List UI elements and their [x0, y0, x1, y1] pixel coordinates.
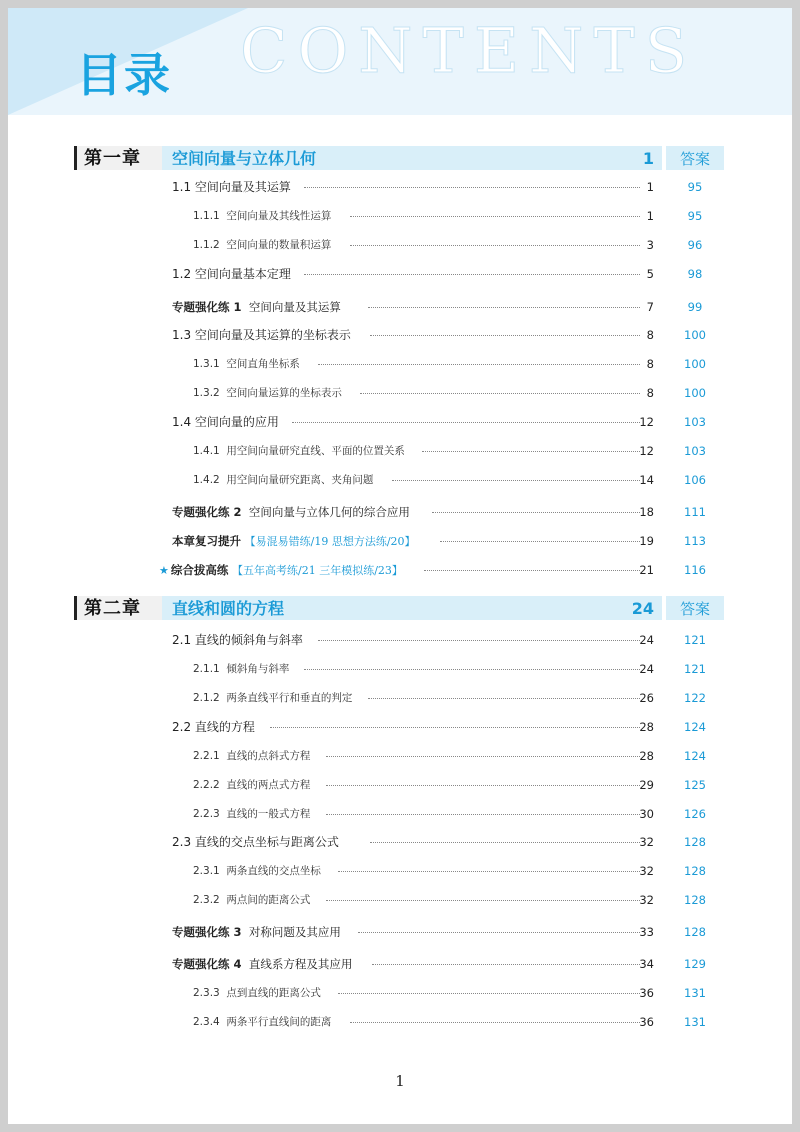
chapter-page: 1: [642, 149, 654, 168]
entry-answer-page: 98: [687, 267, 703, 281]
toc-entry[interactable]: [8, 412, 792, 432]
toc-entry[interactable]: [8, 890, 792, 910]
entry-answer-page: 131: [684, 986, 706, 1000]
entry-answer-page: 99: [687, 300, 703, 314]
entry-page: 18: [639, 505, 654, 519]
toc-entry[interactable]: [8, 470, 792, 490]
toc-entry[interactable]: [8, 502, 792, 522]
entry-text: 2.3.4 两条平行直线间的距离: [193, 1016, 332, 1028]
toc-entry[interactable]: [8, 354, 792, 374]
entry-page: 12: [639, 415, 654, 429]
entry-text: 2.2.2 直线的两点式方程: [193, 779, 311, 791]
toc-entry[interactable]: [8, 832, 792, 852]
dot-leader: [338, 993, 640, 994]
entry-page: 36: [639, 986, 654, 1000]
dot-leader: [358, 932, 640, 933]
dot-leader: [350, 1022, 640, 1023]
answer-header: 答案: [679, 600, 710, 618]
entry-text: 2.3.2 两点间的距离公式: [193, 894, 311, 906]
entry-page: 19: [639, 534, 654, 548]
toc-entry[interactable]: [8, 560, 792, 580]
entry-answer-page: 121: [684, 633, 706, 647]
toc-entry[interactable]: [8, 659, 792, 679]
toc-entry[interactable]: [8, 861, 792, 881]
chapter-heading[interactable]: [8, 596, 792, 622]
entry-answer-page: 100: [684, 328, 706, 342]
entry-page: 3: [646, 238, 654, 252]
entry-page: 32: [639, 835, 654, 849]
dot-leader: [360, 393, 640, 394]
entry-text: 本章复习提升 【易混易错练/19 思想方法练/20】: [172, 534, 416, 548]
chapter-page: 24: [631, 599, 654, 618]
toc-entry[interactable]: [8, 206, 792, 226]
entry-answer-page: 122: [684, 691, 706, 705]
entry-text: 1.1.2 空间向量的数量积运算: [193, 239, 332, 251]
page-title: 目录: [76, 48, 172, 102]
toc-entry[interactable]: [8, 1012, 792, 1032]
toc-entry[interactable]: [8, 297, 792, 317]
entry-answer-page: 100: [684, 357, 706, 371]
entry-page: 12: [639, 444, 654, 458]
entry-answer-page: 126: [684, 807, 706, 821]
entry-page: 24: [639, 662, 654, 676]
entry-text: 1.4.1 用空间向量研究直线、平面的位置关系: [193, 445, 405, 457]
dot-leader: [318, 364, 640, 365]
dot-leader: [368, 698, 640, 699]
entry-text: 1.2 空间向量基本定理: [172, 267, 291, 281]
dot-leader: [392, 480, 640, 481]
dot-leader: [370, 335, 640, 336]
entry-page: 7: [646, 300, 654, 314]
dot-leader: [304, 274, 640, 275]
toc-entry[interactable]: [8, 746, 792, 766]
toc-entry[interactable]: [8, 775, 792, 795]
dot-leader: [318, 640, 640, 641]
entry-text: 2.1.1 倾斜角与斜率: [193, 663, 290, 675]
entry-text: 2.2.1 直线的点斜式方程: [193, 750, 311, 762]
entry-text: 2.1.2 两条直线平行和垂直的判定: [193, 692, 353, 704]
entry-page: 8: [646, 357, 654, 371]
entry-answer-page: 96: [687, 238, 703, 252]
toc-entry[interactable]: [8, 325, 792, 345]
entry-text: 2.3 直线的交点坐标与距离公式: [172, 835, 339, 849]
entry-text: 2.2.3 直线的一般式方程: [193, 808, 311, 820]
entry-answer-page: 124: [684, 720, 706, 734]
chapter-number: 第二章: [84, 598, 141, 619]
toc-entry[interactable]: [8, 954, 792, 974]
entry-answer-page: 103: [684, 415, 706, 429]
entry-answer-page: 129: [684, 957, 706, 971]
entry-page: 14: [639, 473, 654, 487]
toc-entry[interactable]: [8, 983, 792, 1003]
toc-entry[interactable]: [8, 531, 792, 551]
entry-text: 专题强化练 2 空间向量与立体几何的综合应用: [172, 505, 410, 519]
toc-entry[interactable]: [8, 717, 792, 737]
entry-page: 30: [639, 807, 654, 821]
entry-page: 32: [639, 864, 654, 878]
entry-text: 1.3.1 空间直角坐标系: [193, 358, 300, 370]
dot-leader: [368, 307, 640, 308]
toc-entry[interactable]: [8, 922, 792, 942]
entry-answer-page: 128: [684, 864, 706, 878]
entry-text: 1.3 空间向量及其运算的坐标表示: [172, 328, 351, 342]
entry-answer-page: 128: [684, 835, 706, 849]
entry-page: 24: [639, 633, 654, 647]
entry-page: 1: [646, 180, 654, 194]
dot-leader: [304, 669, 640, 670]
entry-answer-page: 124: [684, 749, 706, 763]
entry-page: 8: [646, 328, 654, 342]
dot-leader: [326, 756, 640, 757]
dot-leader: [350, 216, 640, 217]
entry-page: 21: [639, 563, 654, 577]
dot-leader: [326, 785, 640, 786]
entry-text: 专题强化练 3 对称问题及其应用: [172, 925, 341, 939]
toc-entry[interactable]: [8, 441, 792, 461]
entry-text: 2.1 直线的倾斜角与斜率: [172, 633, 303, 647]
toc-entry[interactable]: [8, 383, 792, 403]
answer-header: 答案: [679, 150, 710, 168]
dot-leader: [338, 871, 640, 872]
header-watermark: CONTENTS: [240, 14, 698, 87]
entry-answer-page: 106: [684, 473, 706, 487]
entry-answer-page: 128: [684, 925, 706, 939]
toc-page: [8, 8, 792, 1124]
dot-leader: [304, 187, 640, 188]
entry-answer-page: 116: [684, 563, 706, 577]
star-icon: ★: [159, 564, 169, 577]
entry-page: 33: [639, 925, 654, 939]
entry-page: 36: [639, 1015, 654, 1029]
toc-entry[interactable]: [8, 177, 792, 197]
entry-text: 1.3.2 空间向量运算的坐标表示: [193, 387, 342, 399]
chapter-title: 直线和圆的方程: [172, 599, 285, 618]
entry-page: 5: [646, 267, 654, 281]
entry-text: 2.2 直线的方程: [172, 720, 255, 734]
entry-text: 1.4 空间向量的应用: [172, 415, 279, 429]
dot-leader: [292, 422, 640, 423]
entry-text: ★ 综合拔高练 【五年高考练/21 三年模拟练/23】: [159, 563, 403, 577]
toc-entry[interactable]: [8, 630, 792, 650]
toc-entry[interactable]: [8, 804, 792, 824]
page-number: 1: [395, 1072, 405, 1090]
chapter-heading[interactable]: [8, 146, 792, 172]
entry-page: 26: [639, 691, 654, 705]
entry-page: 28: [639, 749, 654, 763]
dot-leader: [350, 245, 640, 246]
entry-text: 1.4.2 用空间向量研究距离、夹角问题: [193, 474, 374, 486]
toc-entry[interactable]: [8, 688, 792, 708]
entry-answer-page: 121: [684, 662, 706, 676]
entry-answer-page: 125: [684, 778, 706, 792]
entry-text: 1.1 空间向量及其运算: [172, 180, 291, 194]
entry-answer-page: 95: [687, 209, 703, 223]
entry-page: 29: [639, 778, 654, 792]
entry-answer-page: 131: [684, 1015, 706, 1029]
entry-text: 1.1.1 空间向量及其线性运算: [193, 210, 332, 222]
entry-answer-page: 100: [684, 386, 706, 400]
dot-leader: [326, 814, 640, 815]
dot-leader: [326, 900, 640, 901]
chapter-title: 空间向量与立体几何: [172, 149, 317, 168]
entry-page: 28: [639, 720, 654, 734]
toc-entry[interactable]: [8, 264, 792, 284]
entry-text: 2.3.1 两条直线的交点坐标: [193, 865, 321, 877]
dot-leader: [270, 727, 640, 728]
entry-answer-page: 95: [687, 180, 703, 194]
dot-leader: [370, 842, 640, 843]
entry-text: 专题强化练 1 空间向量及其运算: [172, 300, 341, 314]
dot-leader: [372, 964, 640, 965]
entry-answer-page: 103: [684, 444, 706, 458]
entry-answer-page: 113: [684, 534, 706, 548]
entry-text: 2.3.3 点到直线的距离公式: [193, 987, 321, 999]
chapter-number: 第一章: [84, 148, 141, 169]
entry-answer-page: 111: [684, 505, 706, 519]
entry-page: 1: [646, 209, 654, 223]
entry-page: 34: [639, 957, 654, 971]
entry-text: 专题强化练 4 直线系方程及其应用: [172, 957, 353, 971]
entry-page: 32: [639, 893, 654, 907]
toc-entry[interactable]: [8, 235, 792, 255]
entry-page: 8: [646, 386, 654, 400]
entry-answer-page: 128: [684, 893, 706, 907]
